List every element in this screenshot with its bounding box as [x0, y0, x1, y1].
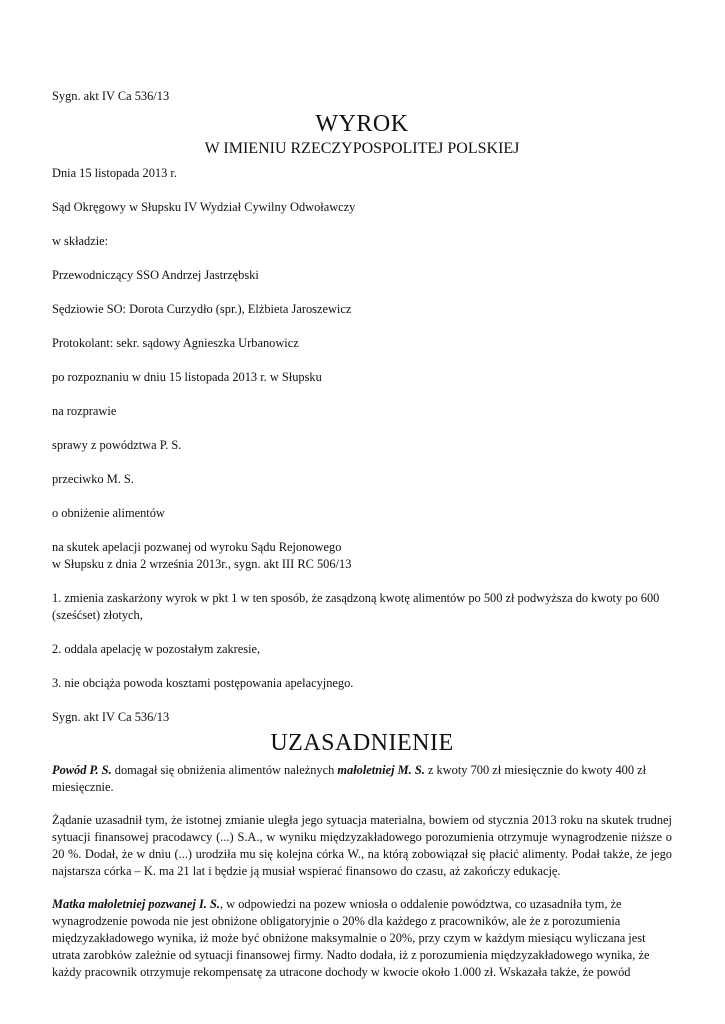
defendant-line: przeciwko M. S. — [52, 472, 134, 486]
court-clerk: Protokolant: sekr. sądowy Agnieszka Urbanowicz — [52, 336, 299, 350]
verdict-item-2: 2. oddala apelację w pozostałym zakresie, — [52, 642, 261, 656]
court-name: Sąd Okręgowy w Słupsku IV Wydział Cywilny Odwoławczy — [52, 200, 356, 214]
presiding-judge: Przewodniczący SSO Andrzej Jastrzębski — [52, 268, 259, 282]
verdict-date: Dnia 15 listopada 2013 r. — [52, 166, 177, 180]
mother-name: Matka małoletniej pozwanej I. S. — [52, 897, 220, 911]
justification-paragraph-2: Żądanie uzasadnił tym, że istotnej zmianie uległa jego sytuacja materialna, bowiem od stycznia 2013 roku na skutek trudnej sytuacji finansowej pracodawcy (...) S.A., w wyniku międzyzakładowego porozumienia otrzymuje wynagrodzenie niższe o 20 %. Dodał, że w dniu (...) urodziła mu się kolejna córka W., na którą zobowiązał się płacić alimenty. Podał także, że jego najstarsza córka – K. ma 21 lat i będzie ją musiał wspierać finansowo do czasu, aż zakończy edukację. — [52, 813, 672, 878]
judges: Sędziowie SO: Dorota Curzydło (spr.), Elżbieta Jaroszewicz — [52, 302, 352, 316]
plaintiff-name: Powód P. S. — [52, 763, 112, 777]
hearing-info: po rozpoznaniu w dniu 15 listopada 2013 r. w Słupsku — [52, 370, 322, 384]
verdict-subtitle: W IMIENIU RZECZYPOSPOLITEJ POLSKIEJ — [204, 140, 520, 157]
p1-text-2: z kwoty 700 zł miesięcznie do kwoty 400 zł miesięcznie. — [52, 763, 647, 794]
document-content — [52, 88, 672, 997]
verdict-item-3: 3. nie obciąża powoda kosztami postępowania apelacyjnego. — [52, 676, 354, 690]
justification-paragraph-1 — [52, 762, 672, 796]
minor-name: małoletniej M. S. — [337, 763, 425, 777]
session-type: na rozprawie — [52, 404, 117, 418]
appeal-line-1: na skutek apelacji pozwanej od wyroku Sądu Rejonowego — [52, 540, 342, 554]
case-signature: Sygn. akt IV Ca 536/13 — [52, 89, 170, 103]
verdict-item-1: 1. zmienia zaskarżony wyrok w pkt 1 w ten sposób, że zasądzoną kwotę alimentów po 500 zł podwyższa do kwoty po 600 (sześćset) złotych, — [52, 591, 660, 622]
justification-paragraph-3 — [52, 896, 672, 981]
case-subject: o obniżenie alimentów — [52, 506, 165, 520]
appeal-line-2: w Słupsku z dnia 2 września 2013r., sygn. akt III RC 506/13 — [52, 557, 352, 571]
verdict-title: WYROK — [315, 111, 409, 137]
plaintiff-line: sprawy z powództwa P. S. — [52, 438, 182, 452]
p3-text: , w odpowiedzi na pozew wniosła o oddalenie powództwa, co uzasadniła tym, że wynagrodzenie powoda nie jest obniżone obligatoryjnie o 20% dla każdego z pracowników, ale że z porozumienia międzyzakładowego wynika, iż może być obniżone maksymalnie o 20%, przy czym w każdym miesiącu wyliczana jest utrata zarobków zależnie od sytuacji finansowej firmy. Nadto dodała, iż z porozumienia międzyzakładowego wynika, że każdy pracownik otrzymuje rekompensatę za utracone dochody w kwocie około 1.000 zł. Wskazała także, że powód — [52, 897, 650, 979]
justification-title: UZASADNIENIE — [270, 730, 454, 756]
composition-label: w składzie: — [52, 234, 109, 248]
justification-signature: Sygn. akt IV Ca 536/13 — [52, 710, 170, 724]
p1-text-1: domagał się obniżenia alimentów należnych — [111, 763, 338, 777]
